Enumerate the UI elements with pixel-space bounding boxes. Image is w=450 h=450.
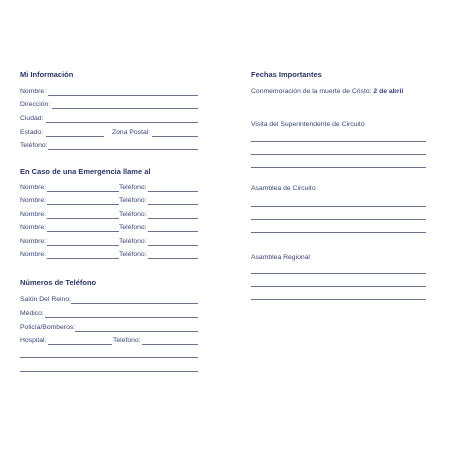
direccion-line[interactable]: [52, 108, 198, 109]
telefono-line[interactable]: [48, 149, 198, 150]
emergency-telefono-label: Teléfono:: [119, 211, 147, 218]
emergency-telefono-label: Teléfono:: [119, 224, 147, 231]
emergency-telefono-label: Teléfono:: [119, 251, 147, 258]
hospital-label: Hospital:: [20, 337, 47, 344]
emergency-nombre-line[interactable]: [47, 258, 119, 259]
policia-label: Policía/Bomberos:: [20, 324, 76, 331]
emergency-nombre-label: Nombre:: [20, 224, 47, 231]
regional-line[interactable]: [251, 273, 426, 274]
regional-line[interactable]: [251, 299, 426, 300]
emergency-nombre-label: Nombre:: [20, 211, 47, 218]
emergency-nombre-label: Nombre:: [20, 197, 47, 204]
emergency-nombre-line[interactable]: [47, 218, 119, 219]
estado-label: Estado:: [20, 129, 44, 136]
emergency-nombre-line[interactable]: [47, 231, 119, 232]
circuit-line[interactable]: [251, 206, 426, 207]
circuit-line[interactable]: [251, 232, 426, 233]
emergency-nombre-label: Nombre:: [20, 238, 47, 245]
emergency-nombre-line[interactable]: [47, 204, 119, 205]
visit-label: Visita del Superintendente de Circuito: [251, 121, 365, 128]
salon-label: Salón Del Reino:: [20, 296, 72, 303]
emergency-telefono-line[interactable]: [148, 218, 198, 219]
hospital-telefono-label: Teléfono:: [113, 337, 141, 344]
visit-line[interactable]: [251, 141, 426, 142]
direccion-label: Dirección:: [20, 101, 51, 108]
medico-line[interactable]: [45, 317, 198, 318]
memorial-text: [251, 88, 403, 96]
telefono-label: Teléfono:: [20, 142, 48, 149]
memorial-label: Conmemoración de la muerte de Cristo:: [251, 88, 374, 95]
emergency-telefono-label: Teléfono:: [119, 238, 147, 245]
phones-heading: Números de Teléfono: [20, 278, 97, 287]
hospital-telefono-line[interactable]: [142, 344, 198, 345]
emergency-nombre-label: Nombre:: [20, 251, 47, 258]
zona-postal-line[interactable]: [152, 136, 198, 137]
regional-line[interactable]: [251, 286, 426, 287]
visit-line[interactable]: [251, 154, 426, 155]
estado-line[interactable]: [46, 136, 104, 137]
salon-line[interactable]: [71, 303, 198, 304]
medico-label: Médico:: [20, 310, 44, 317]
emergency-telefono-label: Teléfono:: [119, 197, 147, 204]
hospital-line[interactable]: [48, 344, 112, 345]
info-heading: Mi Información: [20, 70, 74, 79]
circuit-line[interactable]: [251, 219, 426, 220]
ciudad-label: Ciudad:: [20, 115, 44, 122]
emergency-nombre-line[interactable]: [47, 245, 119, 246]
blank-line[interactable]: [20, 371, 198, 372]
emergency-telefono-line[interactable]: [148, 245, 198, 246]
visit-line[interactable]: [251, 167, 426, 168]
blank-line[interactable]: [20, 357, 198, 358]
ciudad-line[interactable]: [46, 122, 198, 123]
emergency-telefono-line[interactable]: [148, 258, 198, 259]
memorial-date: 2 de abril: [373, 88, 404, 95]
nombre-line[interactable]: [48, 95, 198, 96]
emergency-telefono-line[interactable]: [148, 204, 198, 205]
dates-heading: Fechas Importantes: [251, 70, 322, 79]
emergency-telefono-label: Teléfono:: [119, 184, 147, 191]
zona-postal-label: Zona Postal:: [112, 129, 151, 136]
emergency-telefono-line[interactable]: [148, 231, 198, 232]
regional-label: Asamblea Regional: [251, 254, 310, 261]
emergency-nombre-label: Nombre:: [20, 184, 47, 191]
nombre-label: Nombre:: [20, 88, 47, 95]
emergency-heading: En Caso de una Emergencia llame al: [20, 167, 151, 176]
emergency-nombre-line[interactable]: [47, 191, 119, 192]
circuit-label: Asamblea de Circuito: [251, 185, 316, 192]
policia-line[interactable]: [75, 331, 198, 332]
emergency-telefono-line[interactable]: [148, 191, 198, 192]
